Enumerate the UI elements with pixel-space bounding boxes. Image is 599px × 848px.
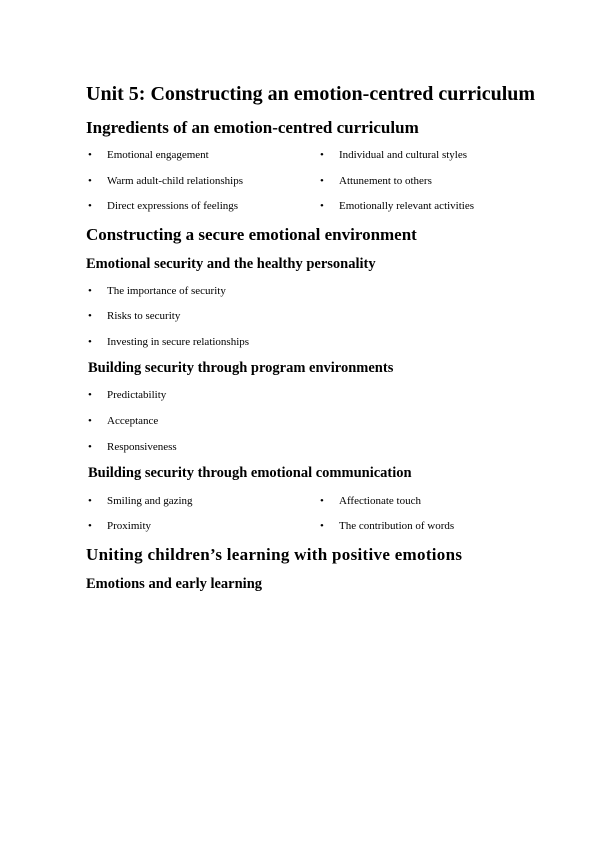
bullet-icon: • [88,441,92,453]
bullet-icon: • [88,310,92,322]
bullet-icon: • [88,389,92,401]
bullet-icon: • [320,149,324,161]
list-item: Acceptance [107,415,159,427]
list-item: Risks to security [107,310,181,322]
list-item: Emotional engagement [107,149,209,161]
bullet-icon: • [320,200,324,212]
list-item: Responsiveness [107,441,177,453]
list-item: Predictability [107,389,167,401]
list-item: The importance of security [107,285,226,297]
list-item: Warm adult-child relationships [107,175,243,187]
subheading-emotions-learning: Emotions and early learning [86,576,263,592]
bullet-icon: • [88,495,92,507]
heading-uniting-learning: Uniting children’s learning with positive emotions [86,545,463,564]
list-item: Attunement to others [339,175,432,187]
subheading-emotional-communication: Building security through emotional communication [88,465,412,481]
list-item: Individual and cultural styles [339,149,467,161]
list-item: Direct expressions of feelings [107,200,239,212]
list-item: Emotionally relevant activities [339,200,475,212]
heading-ingredients: Ingredients of an emotion-centred curriculum [86,118,419,137]
list-item: Affectionate touch [339,495,421,507]
page-title: Unit 5: Constructing an emotion-centred curriculum [86,83,536,105]
bullet-icon: • [88,285,92,297]
heading-secure-environment: Constructing a secure emotional environment [86,225,417,244]
bullet-icon: • [320,175,324,187]
bullet-icon: • [88,149,92,161]
subheading-emotional-security: Emotional security and the healthy personality [86,256,376,272]
bullet-icon: • [320,520,324,532]
bullet-icon: • [88,415,92,427]
subheading-program-environments: Building security through program environments [88,360,394,376]
bullet-icon: • [88,175,92,187]
list-item: Proximity [107,520,152,532]
bullet-icon: • [88,200,92,212]
bullet-icon: • [88,520,92,532]
bullet-icon: • [88,336,92,348]
bullet-icon: • [320,495,324,507]
list-item: Smiling and gazing [107,495,193,507]
list-item: The contribution of words [339,520,455,532]
list-item: Investing in secure relationships [107,336,250,348]
